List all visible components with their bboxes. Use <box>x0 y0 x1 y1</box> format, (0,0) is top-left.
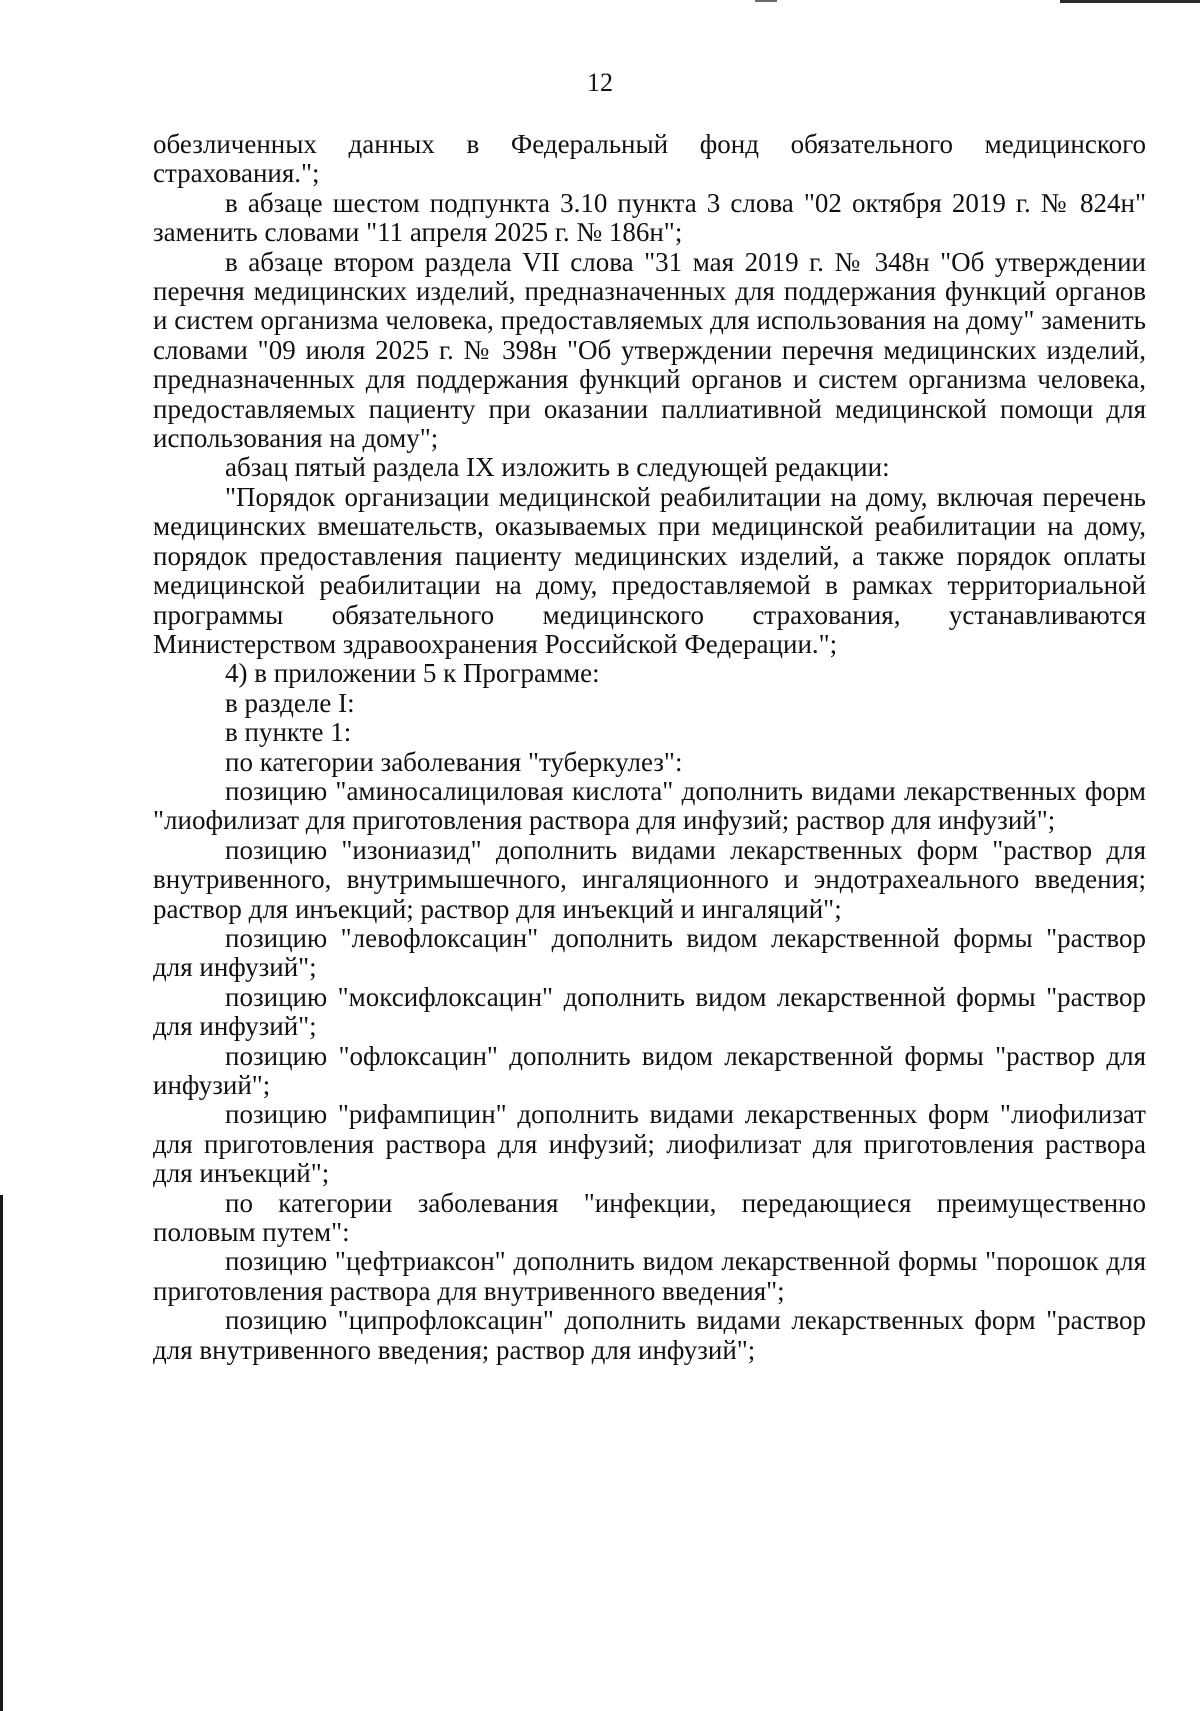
paragraph: позицию "левофлоксацин" дополнить видом лекарственной формы "раствор для инфузий"; <box>153 922 1146 983</box>
paragraph: позицию "ципрофлоксацин" дополнить видами лекарственных форм "раствор для внутривенного введения; раствор для инфузий"; <box>153 1305 1146 1365</box>
paragraph: 4) в приложении 5 к Программе: <box>225 658 600 689</box>
paragraph: в абзаце втором раздела VII слова "31 мая 2019 г. № 348н "Об утверждении перечня медицинских изделий, предназначенных для поддержания функций органов и систем организма человека, предоставляемых для использования на дому" заменить словами "09 июля 2025 г. № 398н "Об утверждении перечня медицинских изделий, предназначенных для поддержания функций органов и систем организма человека, предоставляемых пациенту при оказании паллиативной медицинской помощи для использования на дому"; <box>153 246 1146 454</box>
paragraph: в пункте 1: <box>225 717 352 748</box>
paragraph: позицию "цефтриаксон" дополнить видом лекарственной формы "порошок для приготовления раствора для внутривенного введения"; <box>153 1246 1146 1306</box>
paragraph: в разделе I: <box>225 687 355 718</box>
paragraph: по категории заболевания "инфекции, передающиеся преимущественно половым путем": <box>153 1187 1146 1248</box>
paragraph: по категории заболевания "туберкулез": <box>225 746 683 777</box>
paragraph: позицию "аминосалициловая кислота" дополнить видами лекарственных форм "лиофилизат для приготовления раствора для инфузий; раствор для инфузий"; <box>153 775 1146 836</box>
paragraph: позицию "рифампицин" дополнить видами лекарственных форм "лиофилизат для приготовления раствора для инфузий; лиофилизат для приготовления раствора для инъекций"; <box>153 1099 1146 1189</box>
paragraph: обезличенных данных в Федеральный фонд обязательного медицинского страхования."; <box>153 129 1146 189</box>
scan-edge-mark <box>755 0 777 2</box>
page-number: 12 <box>587 68 613 97</box>
paragraph: позицию "моксифлоксацин" дополнить видом лекарственной формы "раствор для инфузий"; <box>153 981 1146 1042</box>
paragraph: абзац пятый раздела IX изложить в следующей редакции: <box>225 452 890 483</box>
paragraph: позицию "офлоксацин" дополнить видом лекарственной формы "раствор для инфузий"; <box>153 1040 1146 1100</box>
document-body <box>153 130 1146 1365</box>
scan-edge-mark <box>1060 0 1200 3</box>
paragraph: позицию "изониазид" дополнить видами лекарственных форм "раствор для внутривенного, внутримышечного, ингаляционного и эндотрахеального введения; раствор для инъекций; раствор для инъекций и ингаляций"; <box>153 834 1146 924</box>
paragraph: в абзаце шестом подпункта 3.10 пункта 3 слова "02 октября 2019 г. № 824н" заменить словами "11 апреля 2025 г. № 186н"; <box>153 187 1146 248</box>
scan-edge-mark <box>0 1195 3 1711</box>
quoted-paragraph: "Порядок организации медицинской реабилитации на дому, включая перечень медицинских вмешательств, оказываемых при медицинской реабилитации на дому, порядок предоставления пациенту медицинских изделий, а также порядок оплаты медицинской реабилитации на дому, предоставляемой в рамках территориальной программы обязательного медицинского страхования, устанавливаются Министерством здравоохранения Российской Федерации."; <box>153 481 1146 659</box>
